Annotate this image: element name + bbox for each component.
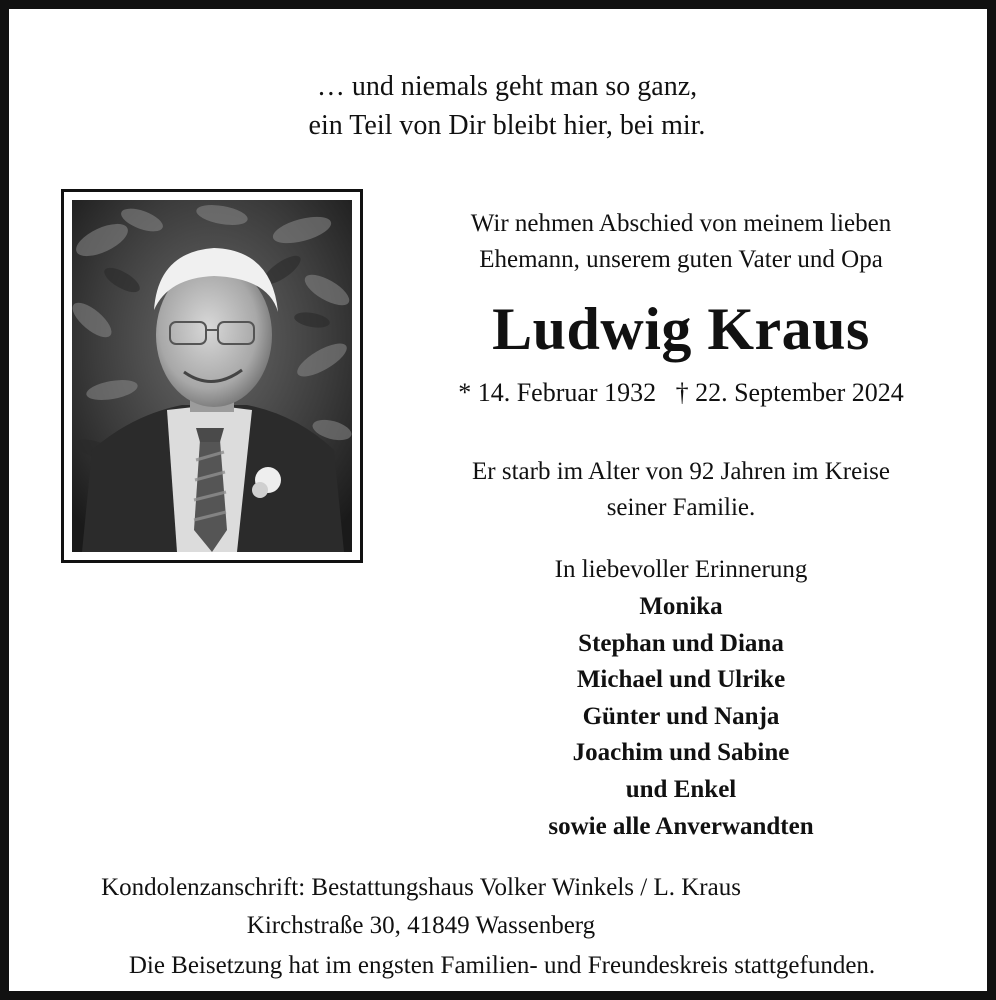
portrait-frame: [61, 189, 363, 563]
intro-line-2: Ehemann, unserem guten Vater und Opa: [479, 246, 883, 273]
mourner-item: Stephan und Diana: [578, 629, 784, 657]
age-line-1: Er starb im Alter von 92 Jahren im Kreise: [472, 458, 890, 485]
mourner-item: Michael und Ulrike: [576, 666, 786, 694]
memorial-quote: [9, 67, 996, 145]
age-note: [389, 454, 973, 526]
mourner-item: Günter und Nanja: [582, 702, 780, 730]
condolence-line-1: Kondolenzanschrift: Bestattungshaus Volker Winkels / L. Kraus: [101, 874, 741, 901]
life-dates: * 14. Februar 1932 † 22. September 2024: [458, 378, 904, 407]
mourner-item: sowie alle Anverwandten: [548, 812, 814, 840]
mourner-item: Monika: [639, 593, 723, 620]
portrait-photo: [72, 200, 352, 552]
condolence-line-2: Kirchstraße 30, 41849 Wassenberg: [246, 912, 596, 939]
quote-line-2: ein Teil von Dir bleibt hier, bei mir.: [308, 110, 706, 141]
funeral-note: Die Beisetzung hat im engsten Familien- und Freundeskreis stattgefunden.: [128, 952, 876, 979]
age-line-2: seiner Familie.: [606, 494, 756, 521]
quote-line-1: … und niemals geht man so ganz,: [316, 71, 698, 102]
intro-line-1: Wir nehmen Abschied von meinem lieben: [470, 210, 892, 237]
condolence-address: [9, 869, 833, 945]
mourners-list: [389, 589, 973, 845]
mourner-item: und Enkel: [625, 775, 737, 803]
deceased-name: Ludwig Kraus: [492, 296, 870, 362]
memory-heading: In liebevoller Erinnerung: [554, 556, 808, 583]
farewell-intro: [389, 206, 973, 278]
mourner-item: Joachim und Sabine: [572, 739, 790, 767]
